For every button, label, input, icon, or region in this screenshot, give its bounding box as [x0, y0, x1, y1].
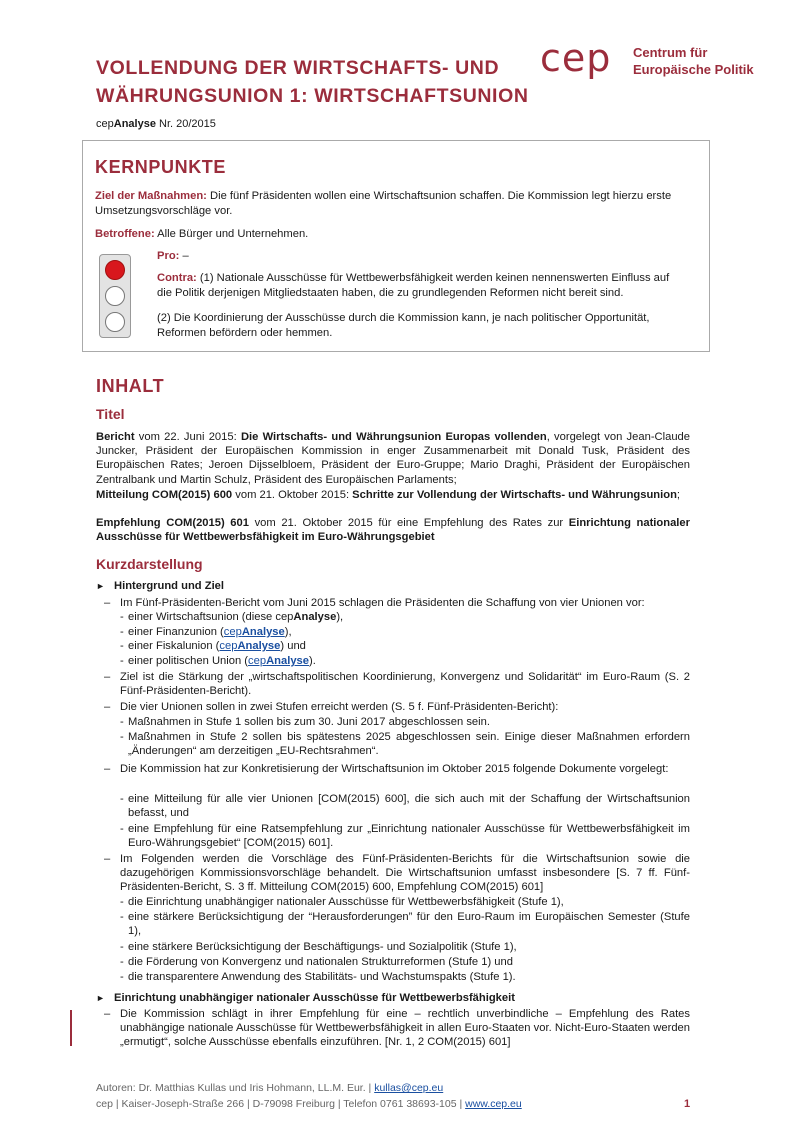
kernpunkte-box [82, 140, 710, 352]
bullet-hintergrund: ► Hintergrund und Ziel [96, 580, 225, 592]
list-item: - die transparentere Anwendung des Stabilitäts- und Wachstumspakts (Stufe 1). [120, 971, 516, 983]
cep-logo [540, 36, 770, 96]
page-number: 1 [684, 1098, 691, 1110]
list-item: – Im Fünf-Präsidenten-Bericht vom Juni 2015 schlagen die Präsidenten die Schaffung von vier Unionen vor: [104, 597, 645, 609]
list-item: - Maßnahmen in Stufe 1 sollen bis zum 30. Juni 2017 abgeschlossen sein. [120, 716, 490, 728]
arrow-icon: ► [96, 581, 105, 591]
list-item: - Maßnahmen in Stufe 2 sollen bis spätestens 2025 abgeschlossen sein. Einige dieser Maßnahmen erfordern „Änderungen“ am derzeitigen „EU-Rechtsrahmen“. [120, 731, 690, 758]
email-link[interactable]: kullas@cep.eu [374, 1082, 444, 1094]
list-item: - eine Empfehlung für eine Ratsempfehlung zur „Einrichtung nationaler Ausschüsse für Wettbewerbsfähigkeit im Euro-Währungsgebiet“ [COM(2015) 601]. [120, 823, 690, 850]
list-item: - eine Mitteilung für alle vier Unionen [COM(2015) 600], die sich auch mit der Schaffung der Wirtschaftsunion befasst, und [120, 793, 690, 820]
document-title: VOLLENDUNG DER WIRTSCHAFTS- UND WÄHRUNGSUNION 1: WIRTSCHAFTSUNION [96, 57, 529, 107]
bullet-ausschuesse: ► Einrichtung unabhängiger nationaler Ausschüsse für Wettbewerbsfähigkeit [96, 992, 515, 1004]
betroffene-paragraph: Betroffene: Alle Bürger und Unternehmen. [95, 228, 309, 240]
titel-heading: Titel [96, 406, 125, 422]
green-lamp-icon [105, 312, 125, 332]
cepanalyse-link[interactable]: cepAnalyse [219, 640, 281, 652]
logo-mark: cep [540, 36, 612, 80]
list-item: – Die Kommission schlägt in ihrer Empfehlung für eine – rechtlich unverbindliche – Empfehlung des Rates unabhängige nationale Ausschüsse für Wettbewerbsfähigkeit in allen Euro-Staaten vor. Nicht-Euro-Staaten werden „ermutigt“, solche Ausschüsse ebenfalls einzuführen. [Nr. 1, 2 COM(2015) 601] [104, 1008, 690, 1049]
list-item: - die Förderung von Konvergenz und nationalen Strukturreformen (Stufe 1) und [120, 956, 513, 968]
list-item: – Die vier Unionen sollen in zwei Stufen erreicht werden (S. 5 f. Fünf-Präsidenten-Bericht): [104, 701, 559, 713]
list-item: – Ziel ist die Stärkung der „wirtschaftspolitischen Koordinierung, Konvergenz und Solidarität“ im Euro-Raum (S. 2 Fünf-Präsidenten-Bericht). [104, 671, 690, 698]
list-item: - eine stärkere Berücksichtigung der Beschäftigungs- und Sozialpolitik (Stufe 1), [120, 941, 517, 953]
list-item: - eine stärkere Berücksichtigung der “Herausforderungen” für den Euro-Raum im Europäischen Semester (Stufe 1), [120, 911, 690, 938]
cepanalyse-link[interactable]: cepAnalyse [248, 655, 309, 667]
footer-address: cep | Kaiser-Joseph-Straße 266 | D-79098 Freiburg | Telefon 0761 38693-105 | www.cep.eu [96, 1098, 522, 1110]
titel-mitteilung: Mitteilung COM(2015) 600 vom 21. Oktober 2015: Schritte zur Vollendung der Wirtschafts- und Währungsunion; [96, 489, 681, 501]
list-item: - einer Finanzunion (cepAnalyse), [120, 626, 292, 638]
kernpunkte-heading: KERNPUNKTE [95, 157, 227, 177]
arrow-icon: ► [96, 993, 105, 1003]
list-item: - einer Fiskalunion (cepAnalyse) und [120, 640, 306, 652]
titel-bericht: Bericht vom 22. Juni 2015: Die Wirtschafts- und Währungsunion Europas vollenden, vorgelegt von Jean-Claude Juncker, Präsident der Europäischen Kommission in enger Zusammenarbeit mit Donald Tusk, Präsident des Europäischen Rates; Jeroen Dijsselbloem, Präsident der Euro-Gruppe; Mario Draghi, Präsident der Europäischen Zentralbank und Martin Schulz, Präsident des Europäischen Parlaments; [96, 431, 690, 486]
contra-paragraph: Contra: (1) Nationale Ausschüsse für Wettbewerbsfähigkeit werden keinen nennenswerten Einfluss auf die Politik derjenigen Mitgliedstaaten haben, die zu grundlegenden Reformen nicht bereit sind. [157, 272, 670, 299]
logo-text: Centrum für Europäische Politik [633, 45, 754, 77]
issue-number: cepAnalyse Nr. 20/2015 [96, 118, 216, 130]
cepanalyse-link[interactable]: cepAnalyse [223, 626, 285, 638]
list-item: - die Einrichtung unabhängiger nationaler Ausschüsse für Wettbewerbsfähigkeit (Stufe 1), [120, 896, 564, 908]
red-lamp-icon [105, 260, 125, 280]
inhalt-heading: INHALT [96, 376, 165, 396]
yellow-lamp-icon [105, 286, 125, 306]
list-item: - einer politischen Union (cepAnalyse). [120, 655, 316, 667]
traffic-light-icon [99, 254, 131, 338]
contra-paragraph-2: (2) Die Koordinierung der Ausschüsse durch die Kommission kann, je nach politischer Opportunität, Reformen befördern oder hemmen. [157, 312, 650, 339]
website-link[interactable]: www.cep.eu [465, 1098, 522, 1110]
pro-paragraph: Pro: – [157, 250, 189, 262]
list-item: - einer Wirtschaftsunion (diese cepAnalyse), [120, 611, 344, 623]
ziel-paragraph: Ziel der Maßnahmen: Die fünf Präsidenten wollen eine Wirtschaftsunion schaffen. Die Kommission legt hierzu erste Umsetzungsvorschläge vor. [95, 190, 672, 217]
kurzdarstellung-heading: Kurzdarstellung [96, 556, 203, 572]
titel-empfehlung: Empfehlung COM(2015) 601 vom 21. Oktober 2015 für eine Empfehlung des Rates zur Einrichtung nationaler Ausschüsse für Wettbewerbsfähigkeit im Euro-Währungsgebiet [96, 517, 690, 544]
list-item: – Die Kommission hat zur Konkretisierung der Wirtschaftsunion im Oktober 2015 folgende Dokumente vorgelegt: [104, 763, 669, 775]
footer-authors: Autoren: Dr. Matthias Kullas und Iris Hohmann, LL.M. Eur. | kullas@cep.eu [96, 1082, 444, 1094]
list-item: – Im Folgenden werden die Vorschläge des Fünf-Präsidenten-Berichts für die Wirtschaftsunion sowie die dazugehörigen Kommissionsvorschläge behandelt. Die Wirtschaftsunion umfasst insbesondere [S. 7 ff. Fünf-Präsidenten-Bericht, S. 3 ff. Mitteilung COM(2015) 600, Empfehlung COM(2015) 601] [104, 853, 690, 894]
change-marker [70, 1010, 72, 1046]
